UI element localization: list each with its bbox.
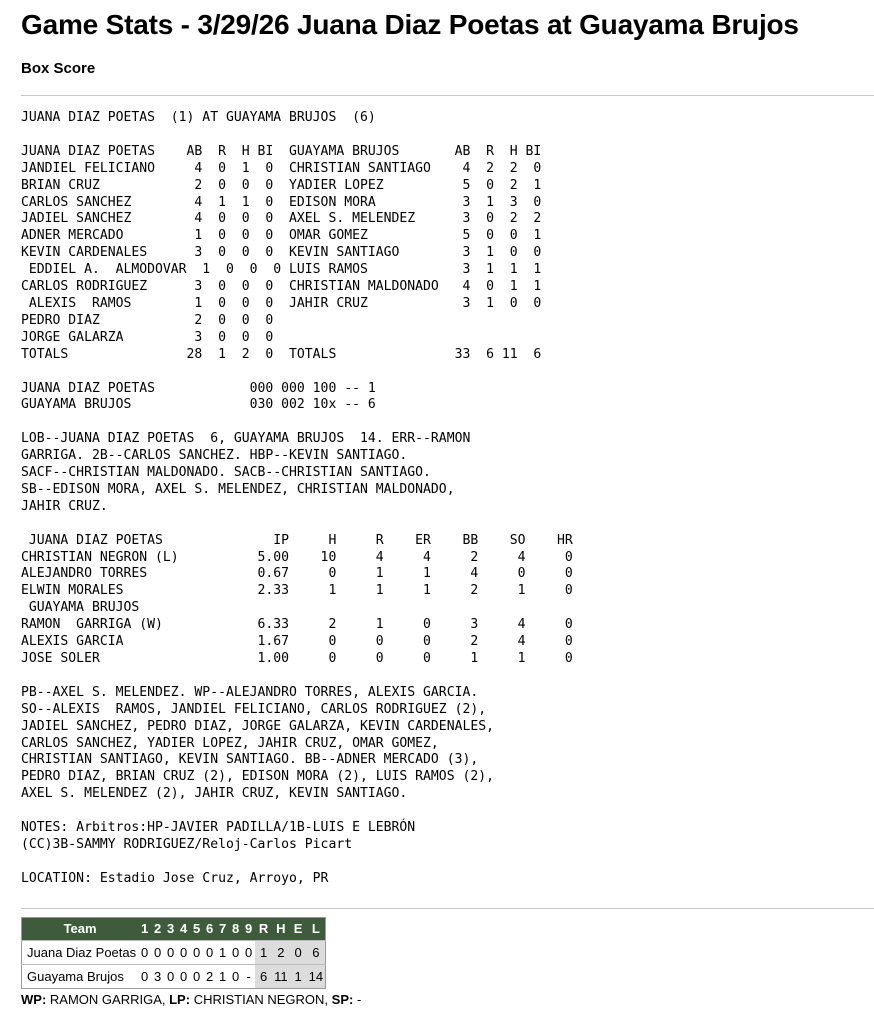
header-inning-1: 1 xyxy=(138,917,151,940)
box-score-text: JUANA DIAZ POETAS (1) AT GUAYAMA BRUJOS (6) JUANA DIAZ POETAS AB R H BI GUAYAMA BRUJOS AB R H BI JANDIEL FELICIANO 4 0 1 0 CHRISTIAN SANTIAGO 4 2 2 0 BRIAN CRUZ 2 0 0 0 YADIER LOPEZ 5 0 2 1 CARLOS SANCHEZ 4 1 1 0 EDISON MORA 3 1 3 0 JADIEL SANCHEZ 4 0 0 0 AXEL S. MELENDEZ 3 0 2 2 ADNER MERCADO 1 0 0 0 OMAR GOMEZ 5 0 0 1 KEVIN CARDENALES 3 0 0 0 KEVIN SANTIAGO 3 1 0 0 EDDIEL A. ALMODOVAR 1 0 0 0 LUIS RAMOS 3 1 1 1 CARLOS RODRIGUEZ 3 0 0 0 CHRISTIAN MALDONADO 4 0 1 1 ALEXIS RAMOS 1 0 0 0 JAHIR CRUZ 3 1 0 0 PEDRO DIAZ 2 0 0 0 JORGE GALARZA 3 0 0 0 TOTALS 28 1 2 0 TOTALS 33 6 11 6 JUANA DIAZ POETAS 000 000 100 -- 1 GUAYAMA BRUJOS 030 002 10x -- 6 LOB--JUANA DIAZ POETAS 6, GUAYAMA BRUJOS 14. ERR--RAMON GARRIGA. 2B--CARLOS SANCHEZ. HBP--KEVIN SANTIAGO. SACF--CHRISTIAN MALDONADO. SACB--CHRISTIAN SANTIAGO. SB--EDISON MORA, AXEL S. MELENDEZ, CHRISTIAN MALDONADO, JAHIR CRUZ. JUANA DIAZ POETAS IP H R ER BB SO HR CHRISTIAN NEGRON (L) 5.00 10 4 4 2 4 0 ALEJANDRO TORRES 0.67 0 1 1 4 0 0 ELWIN MORALES 2.33 1 1 1 2 1 0 GUAYAMA BRUJOS RAMON GARRIGA (W) 6.33 2 1 0 3 4 0 ALEXIS GARCIA 1.67 0 0 0 2 4 0 JOSE SOLER 1.00 0 0 0 1 1 0 PB--AXEL S. MELENDEZ. WP--ALEJANDRO TORRES, ALEXIS GARCIA. SO--ALEXIS RAMOS, JANDIEL FELICIANO, CARLOS RODRIGUEZ (2), JADIEL SANCHEZ, PEDRO DIAZ, JORGE GALARZA, KEVIN CARDENALES, CARLOS SANCHEZ, YADIER LOPEZ, JAHIR CRUZ, OMAR GOMEZ, CHRISTIAN SANTIAGO, KEVIN SANTIAGO. BB--ADNER MERCADO (3), PEDRO DIAZ, BRIAN CRUZ (2), EDISON MORA (2), LUIS RAMOS (2), AXEL S. MELENDEZ (2), JAHIR CRUZ, KEVIN SANTIAGO. NOTES: Arbitros:HP-JAVIER PADILLA/1B-LUIS E LEBRÓN (CC)3B-SAMMY RODRIGUEZ/Reloj-Carlos Picart LOCATION: Estadio Jose Cruz, Arroyo, PR xyxy=(21,110,573,886)
sp-label: SP: xyxy=(331,991,354,1007)
inning-score: 3 xyxy=(151,964,164,988)
inning-score: 0 xyxy=(138,964,151,988)
linescore-header-row xyxy=(22,917,326,940)
page-title: Game Stats - 3/29/26 Juana Diaz Poetas at Guayama Brujos xyxy=(21,9,799,40)
wp-label: WP: xyxy=(21,991,47,1007)
linescore-row-home xyxy=(22,964,326,988)
bottom-divider xyxy=(21,908,874,909)
errors-total: 1 xyxy=(290,964,307,988)
linescore-row-away xyxy=(22,940,326,964)
pitching-decisions xyxy=(21,992,874,1007)
page-subtitle: Box Score xyxy=(21,60,96,77)
top-divider xyxy=(21,95,874,96)
header-runs: R xyxy=(255,917,272,940)
inning-score: 1 xyxy=(216,964,229,988)
header-hits: H xyxy=(272,917,290,940)
inning-score: 0 xyxy=(229,964,242,988)
inning-score: 0 xyxy=(229,940,242,964)
inning-score: 0 xyxy=(164,964,177,988)
linescore-table xyxy=(21,917,326,989)
header-inning-8: 8 xyxy=(229,917,242,940)
inning-score: 0 xyxy=(138,940,151,964)
hits-total: 2 xyxy=(272,940,290,964)
save-pitcher: - xyxy=(356,991,362,1007)
header-inning-7: 7 xyxy=(216,917,229,940)
lp-label: LP: xyxy=(169,991,191,1007)
inning-score: 0 xyxy=(151,940,164,964)
header-inning-6: 6 xyxy=(203,917,216,940)
header-inning-9: 9 xyxy=(242,917,255,940)
winning-pitcher: RAMON GARRIGA, xyxy=(49,991,166,1007)
inning-score: - xyxy=(242,964,255,988)
inning-score: 0 xyxy=(242,940,255,964)
inning-score: 0 xyxy=(177,964,190,988)
inning-score: 0 xyxy=(190,940,203,964)
inning-score: 2 xyxy=(203,964,216,988)
inning-score: 0 xyxy=(177,940,190,964)
header-lob: L xyxy=(307,917,326,940)
runs-total: 1 xyxy=(255,940,272,964)
inning-score: 1 xyxy=(216,940,229,964)
team-name: Juana Diaz Poetas xyxy=(22,940,139,964)
inning-score: 0 xyxy=(190,964,203,988)
team-name: Guayama Brujos xyxy=(22,964,139,988)
header-inning-2: 2 xyxy=(151,917,164,940)
inning-score: 0 xyxy=(164,940,177,964)
header-inning-4: 4 xyxy=(177,917,190,940)
header-inning-5: 5 xyxy=(190,917,203,940)
lob-total: 6 xyxy=(307,940,326,964)
header-inning-3: 3 xyxy=(164,917,177,940)
hits-total: 11 xyxy=(272,964,290,988)
errors-total: 0 xyxy=(290,940,307,964)
runs-total: 6 xyxy=(255,964,272,988)
losing-pitcher: CHRISTIAN NEGRON, xyxy=(193,991,329,1007)
inning-score: 0 xyxy=(203,940,216,964)
header-team: Team xyxy=(22,917,139,940)
lob-total: 14 xyxy=(307,964,326,988)
header-errors: E xyxy=(290,917,307,940)
